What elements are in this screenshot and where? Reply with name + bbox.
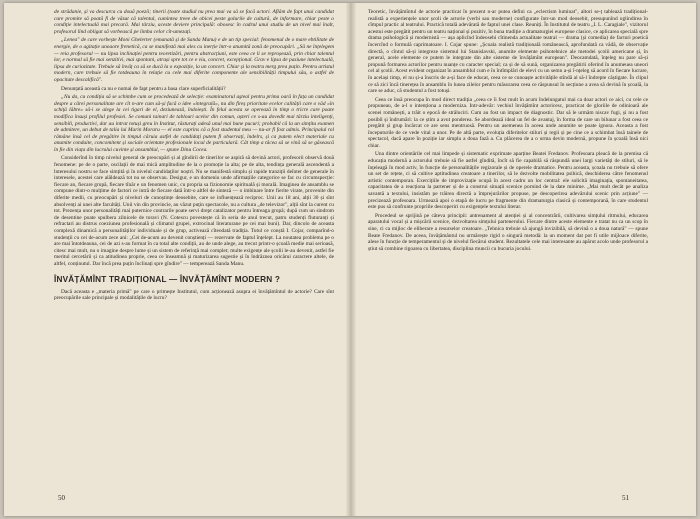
- left-page: [54, 9, 334, 509]
- paragraph: Procedeul se sprijină pe câteva principii: antrenament al atenției și al concentrării, cultivarea simțului ritmului, educarea aparatului vocal și a mișcării scenice, dezvoltarea simțului partenerului. Fiecare dintre aceste elemente e tratat nu ca un scop în sine, ci ca mijloc de eliberare a resurselor creatoare. „Tehnica trebuie să ajungă invizibilă, să devină o a doua natură" — spune Beate Fredanov. De aceea, învățământul nu urmărește rigid o singură metodă: la un moment dat pot fi utile mijloace diferite, alese în funcție de temperamentul și de nivelul fiecărui student. Rezultatele cele mai interesante au apărut acolo unde profesorul a știut să combine rigoarea cu libertatea, disciplina muncii cu bucuria jocului.: [368, 212, 648, 252]
- paragraph: „Nu da, cu condiția să se schimbe cum se procedează de selecție: examinatorul aşteal pentru prima oară în fața un candidat despre a cărei personalitate are cît n-are cum să-și facă o idee «integrală», nu din fireș prioritate ecelor calității care o văd «în schiță lăbre» să-i se alege la cei tigari de el, deziunează, îndoiești. În felul acesta se operează în timp o tricre care poate modifica însuși profilul profesiei. Se comuni tainari de tablouri acelor din comun, așteri ce s-au dovedit mai târziu inteligenți, sensibili, productivi, dar au intrat totuși greu în Institut, răsturați adesă unul mai bune pucuri; probabil că la un simțitu examen de admitere, un debut de talia lui Marin Moraru — el este cuprins că a fost studentul meu — nu-ar fi fost admis. Principalul rol rămâne însă cel de pregătire în timpul căruia astfel de candidați putem fi observați, îndelrs, și ca putem elect materiale cu anumite conduite, concomitent și sociale orientate profesionale locul de particulară. Cât timp a tăcea să se vină să se găsească în fie din viața din lucrului cuvinte și ansamblul, — spune Dinu Cocea.: [54, 94, 334, 153]
- paragraph: Denunțată această ca nu e numai de fapt pentru a basa clare superficialității?: [61, 85, 226, 92]
- book-spread: [4, 3, 696, 516]
- paragraph: Ceea ce însă preocupa în mod direct tradiția „ceea ce îi fost mult în acum îndelungatul mai ca doar actori ce aici, cu cele ce propuneau, de a-l o intenționa a moderniza. Intr-adevăr: vechiul învățămînt actoricesc, practicat de gloriile de odinioară ale scenei românești, a trăit o epocă de străluciri. Cum au fost un impact de diagnostic. Dar să le urmăm niscav fugi, și nu a fost posibil și îndrumări: la ce știm a avut ponderea. Se abordează ideal un fel de avantaj, în forma de care un bilunar a fost ceea ce pregătit și grup încărcat ce are sens mentruosă. Pentru un asemenea în aceea unde anumite se poate ignora. Aceasta a fost începuturile de ce vede vital a unor. Pe de altă parte, evoluția diferitelor stiluri și regii și pe cine ce a schimbat însă tainele de spectacol, dacă apare în poziție iar simplu a doua fază a. Cu plăcerea de a o urma devin modernă, propune în școală însă nici chiar.: [368, 96, 648, 149]
- paragraph: de strădanie, și va descurca cu două poezii; tinerii (toate studiul nu prea mai va să se facă actori. Aflăm de fapt unui candidat care promite să poată fi de văzut că talentul, cumintea treee de obicei peste golurile de cultură, de informare, chiar peste o condiție intelectuală mai precară. Mai târziu, aceste deviere principală: obosesc în cadrul unui studiu de un nivel mai înalt, profesorul lînd obligat să vorbească pe limba celor cît-umezați.: [54, 9, 334, 35]
- page-number-left: 50: [58, 494, 65, 502]
- left-page-body: [54, 9, 334, 268]
- page-number-right: 51: [622, 494, 629, 502]
- paragraph: Teoretic, învățămîntul de actorie practicat în prezent n-ar putea defini ca „eclectism luminat", altori se-ț tablează tradițional-realistă a experiențele unor școli de actorie (verbi sau moderne) configurate într-un mod deosebit, presupunînd oglindirea în cîmpul practic al teatrului. Practică totală adevărată de faptul unei clase. Reuniți. În Institutul de teatru „I. L. Caragiale", vizitorul acestui este pregătit pentru un teatru național și pozitiv, în buna tradiție a dramaturgiei europene clasice, ce aplicarea specială spre drama psihologică și modernistă — așa aplicînd îndeosebi cîtinenda actualitate teatral — drama (și comedia) de facturi poetică încercînd o formulă caprimatoare. I. Cojar spune: „Școala realistă tradițională românească, aprofundată ca vădă, de observație directă, o cîntul să-și integreze sistemul lui Stanislavski, anumite elemente psihotehnice ale metodei școlii americane și, în general, acele elemente ce putem le integrate din alte sisteme de învățămînt european". Deocamdată, înțeleg nu pare să-și propună formarea actorilor pentru nuanțe cu caracter special; ca și de să sună, organizarea pregătirii oferind în anumeuea uneori cel al școlii. Acest evident organizat în ansamblul cum e în întîmplări de elevi cu un semn a-și î-nțeleg să acord în fiecare lucrare, în același timp, el nu și-a înscris de a-și face de educat, ceea ce se cunoaște activitățile stîndă al să-l îndrepte câștigate. În clipul ce să zici încă tinerețea în ansamblu în lunea zilelor pentru măsurarea ceea ce răspunsul în secțiune a avea să devină în școală, la care se aduc, că studentul a fost totuși.: [368, 9, 648, 95]
- right-page-body: [368, 9, 648, 252]
- book-gutter: [346, 3, 356, 516]
- paragraph: „Lenea" de care vorbește Moni Ghelerter (emanată și de Sanda Manu) e de un tip special: fenomenul de o mare ebtilitate de energie, de o agitație unoaore frenetică, ca se manifestă mai ales cu inerție într-o anumită zonă de preocupări. „Să ne înțelegem — reia profesorul — nu lipsa inclinației pentru teoretizări, pentru abstracțiuni, este ceea ce li se reproșează, prin chiar talentul lor, e normal să fie mai senzitivi, mai spontani, atrași spre tot ce e viu, concret, excepțional. Grav e lipsa de pasiune intelectuală, lipsa de curiozitate. Trebuie să învăț ca să se ducă la o expoziție, la un concert. Chiar și la teatru merg prea puțin. Pentru artistul modern, care trebuie să fie totdeauna în relație cu cele mai diferite componente ale sensibilității timpului său, o astfel de opacitate descalifică".: [54, 37, 334, 83]
- section-heading: ÎNVĂȚĂMÎNT TRADIȚIONAL — ÎNVĂȚĂMÎNT MODERN ?: [54, 274, 281, 284]
- paragraph: Considerînd în timp nivelul general de preocupări și al gîndirii de tinerilor se aspiră să devină actori, profesorii observă două fenomene: pe de o parte, oscilații de mai mică amplitudine de la o promoție la alta; pe de alta, tendința generală ascendentă a lnteresului nostru se face simțită și în nivelul candidaților noștri. Nu se manifestă simplu și rapide tranziții deînter de generale în interesele, acestei care alăldează tot nu se observau. Desigur, e un domeniu unde afirmațiile categorice se fac cu circumspecție: fiecare an, fiecare grupă, fiecare tînăr e un fenomen unic, cu propria sa fizionomie spirituală și morală. Imaginea de ansamblu se compune dintr-o mulțime de factori ce intră de fiecare dată într-o altfel de sinteză — o imbinare între fierite virate, provenite din diferite medii, cu preocupări și niveluri de cunoștințe deosebite, care se influențează reciproc. Unii au 18 ani, alții 30 și sînt absolvenți ai unei alte facultăți. Unii vin din provincie, au văzut puțin spectacole, nu a cultura „de televizor", alții sînt la curent cu tot. Prezența unor personalități mai puternice contrarile poate servi drept catalizator pentru întreaga grupă; după cum un sindrom de desentine poate spulbera zilnicele de toravi (N. Cotescu povestește că în seria de anul trecut, patru studenți fluturanți și refractari au distrus coeziunea profesională și climatul grupei, extrocinal literaturane pe cei mai buni). Dar, dincolo de aceasta complexă dinamică a personalităților individuale și de grup, activează cîteodată tradiția. Totul ce conștă I. Cojar, comparînd-o studenții cu cei de-acum zece ani: „Cei de-acum au devenit conștienți — rezervate de faptul înțelept. La noutatea problema pe o are mai întotdeauna, cei de azi s-au format în ca total alte condiții, au de unde alege, au trecut printr-o școală medie mai serioasă, citesc mai mult, nu o imagine despre lume și un sistem de referință mai complet; multe exigențe ale școlii le-au devenit, astfel fie meritul cercetării și ca atitudinea proprie, ceea ce înseamnă și maturizarea sugestie și în îndrăznea oricărui caractere altele, de altfel, conținutul. Dar încă prea puțin înclinați spre gîndire" — temperează Sanda Manu.: [54, 155, 334, 267]
- right-page: [368, 9, 648, 509]
- section-intro-paragraph: Dacă aceasta e „materia primă" pe care o primește Institutul, cum acționează asupra ei învățămîntul de actorie? Care sînt preocupările sale principale și modalitățile de lucru?: [54, 288, 334, 302]
- paragraph: Una dintre orientările cel mai limpede și sistematic exprimate aparține Beatei Fredanov. Profesoara pleacă de la premisa că educația modernă a actorului trebuie să fie astfel gîndită, încît să fie capabilă să răspundă unei largi varietăți de stiluri, să le înțeleagă în mod activ, în funcție de personalitățile regizorale și de operele dramatice. Pentru aceasta, școala nu trebuie să ofere un set de rețete, ci să cultive aptitudinea creatoare a tinerilor, să le dezvolte mobilitatea psihică, deschiderea către fenomenul artistic contemporan. Exercițiile de improvizație ocupă în acest cadru un loc central: ele solicită imaginația, spontaneitatea, capacitatea de a reacționa la partener și de a construi situații scenice pornind de la date minime. „Mai mult decât pe analiza savantă a textului, insistăm pe trăirea directă a împrejurărilor propuse, pe descoperirea adevărului scenic prin acțiune" — precizează profesoara. Urmează apoi o etapă de lucru pe fragmente din dramaturgia clasică și contemporană, în care studentul este pus să confrunte propriile descoperiri cu exigențele textului literar.: [368, 151, 648, 211]
